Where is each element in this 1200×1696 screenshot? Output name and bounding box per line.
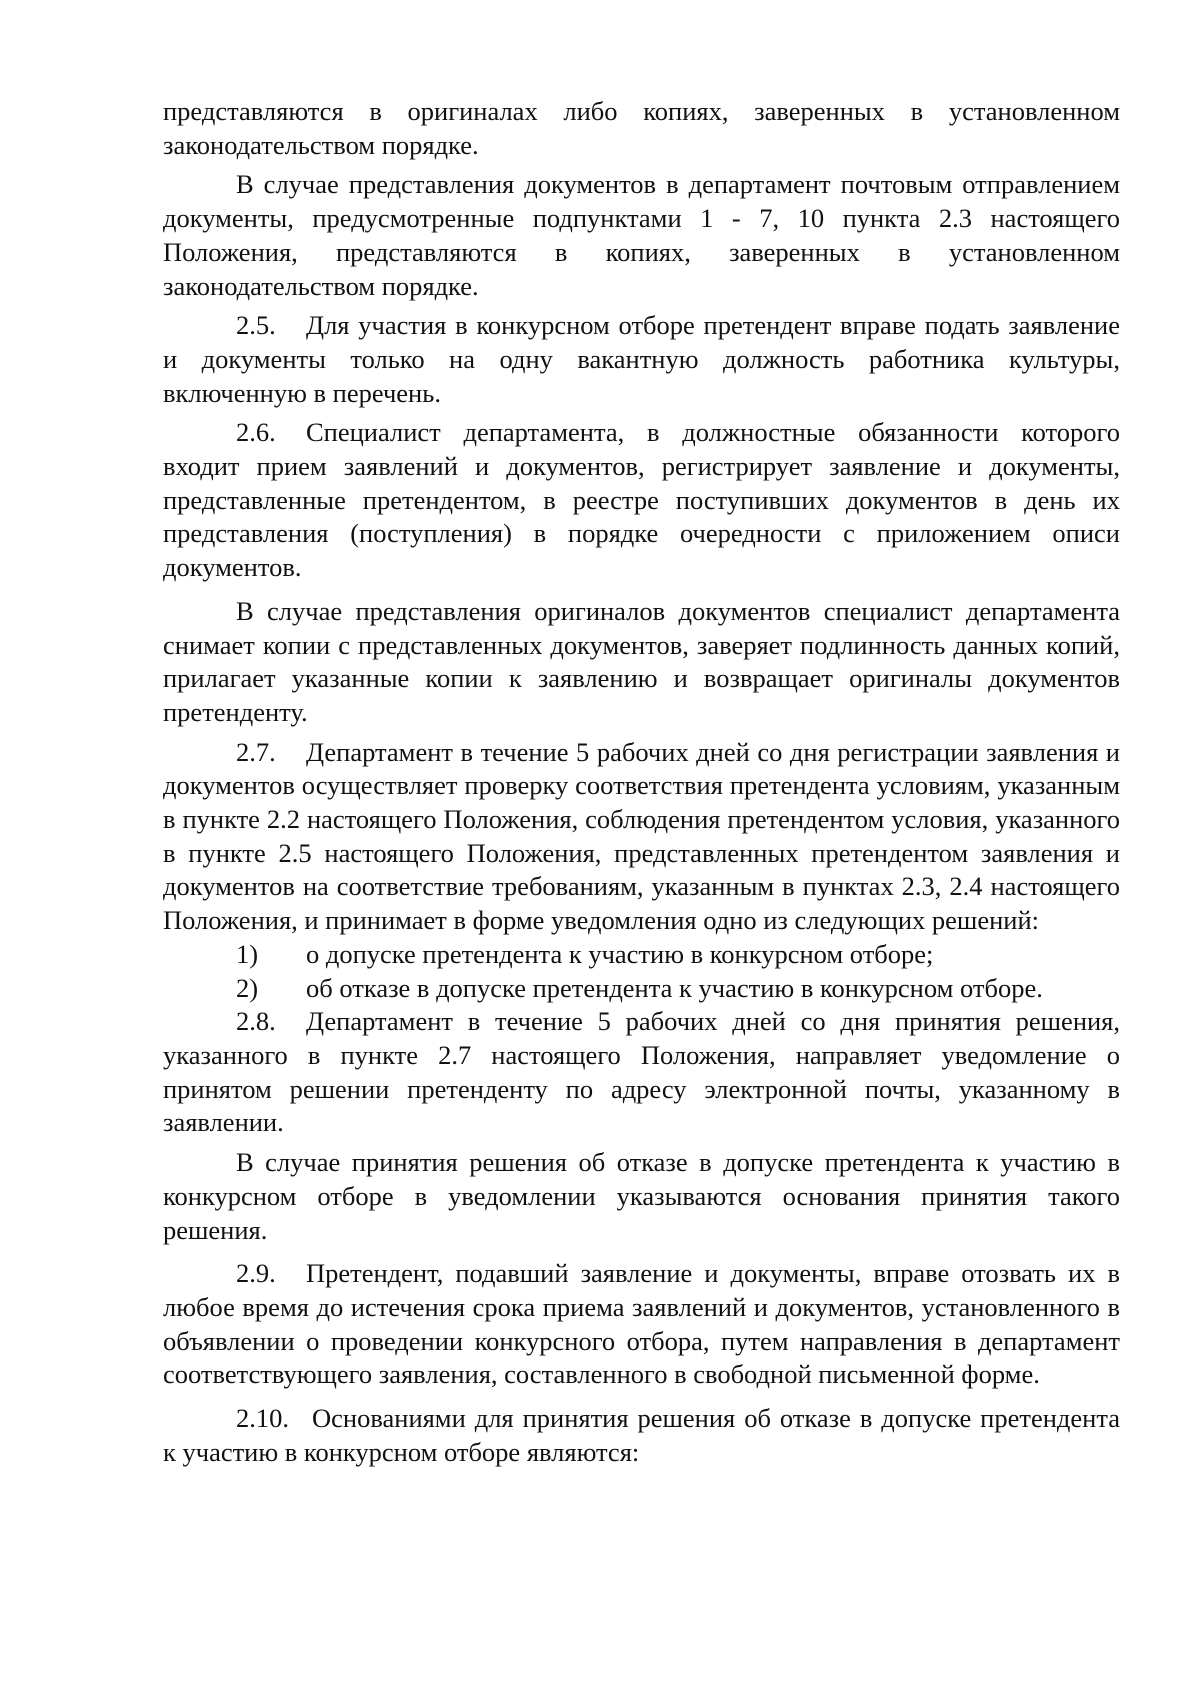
paragraph-postal-submission: В случае представления документов в департамент почтовым отправлением документы, предусмотренные подпунктами 1 - 7, 10 пункта 2.3 настоящего Положения, представляются в копиях, заверенных в установленном законодательством порядке. <box>163 169 1120 301</box>
paragraph-refusal-grounds-notice: В случае принятия решения об отказе в допуске претендента к участию в конкурсном отборе в уведомлении указываются основания принятия такого решения. <box>163 1147 1120 1245</box>
document-body <box>163 95 1120 1469</box>
clause-text: Для участия в конкурсном отборе претендент вправе подать заявление и документы только на одну вакантную должность работника культуры, включенную в перечень. <box>163 310 1120 408</box>
clause-number: 2.10. <box>236 1403 289 1434</box>
clause-text: Претендент, подавший заявление и документы, вправе отозвать их в любое время до истечения срока приема заявлений и документов, установленного в объявлении о проведении конкурсного отбора, путем направления в департамент соответствующего заявления, составленного в свободной письменной форме. <box>163 1258 1120 1390</box>
paragraph-2-10 <box>163 1402 1120 1469</box>
paragraph-2-9 <box>163 1257 1120 1392</box>
paragraph-2-7 <box>163 736 1120 938</box>
clause-number: 2.8. <box>236 1006 276 1037</box>
clause-number: 2.7. <box>236 736 276 767</box>
clause-text: Департамент в течение 5 рабочих дней со дня принятия решения, указанного в пункте 2.7 настоящего Положения, направляет уведомление о принятом решении претенденту по адресу электронной почты, указанному в заявлении. <box>163 1006 1120 1138</box>
clause-text: Департамент в течение 5 рабочих дней со дня регистрации заявления и документов осуществляет проверку соответствия претендента условиям, указанным в пункте 2.2 настоящего Положения, соблюдения претендентом условия, указанного в пункте 2.5 настоящего Положения, представленных претендентом заявления и документов на соответствие требованиям, указанным в пунктах 2.3, 2.4 настоящего Положения, и принимает в форме уведомления одно из следующих решений: <box>163 736 1120 936</box>
paragraph-2-6 <box>163 416 1120 585</box>
paragraph-originals: В случае представления оригиналов документов специалист департамента снимает копии с представленных документов, заверяет подлинность данных копий, прилагает указанные копии к заявлению и возвращает оригиналы документов претенденту. <box>163 595 1120 727</box>
clause-number: 2.9. <box>236 1258 276 1289</box>
list-item <box>163 972 1120 1006</box>
paragraph-2-5 <box>163 309 1120 410</box>
clause-number: 2.6. <box>236 417 276 448</box>
clause-text: Основаниями для принятия решения об отказе в допуске претендента к участию в конкурсном отборе являются: <box>163 1403 1120 1467</box>
paragraph-continuation: представляются в оригиналах либо копиях, заверенных в установленном законодательством порядке. <box>163 96 1120 160</box>
paragraph-2-8 <box>163 1005 1120 1140</box>
clause-text: Специалист департамента, в должностные обязанности которого входит прием заявлений и документов, регистрирует заявление и документы, представленные претендентом, в реестре поступивших документов в день их представления (поступления) в порядке очередности с приложением описи документов. <box>163 417 1120 583</box>
list-item-text: о допуске претендента к участию в конкурсном отборе; <box>306 938 934 969</box>
list-marker: 1) <box>236 938 259 969</box>
list-item <box>163 938 1120 972</box>
clause-number: 2.5. <box>236 310 276 341</box>
list-item-text: об отказе в допуске претендента к участию в конкурсном отборе. <box>306 972 1043 1003</box>
list-marker: 2) <box>236 972 259 1003</box>
